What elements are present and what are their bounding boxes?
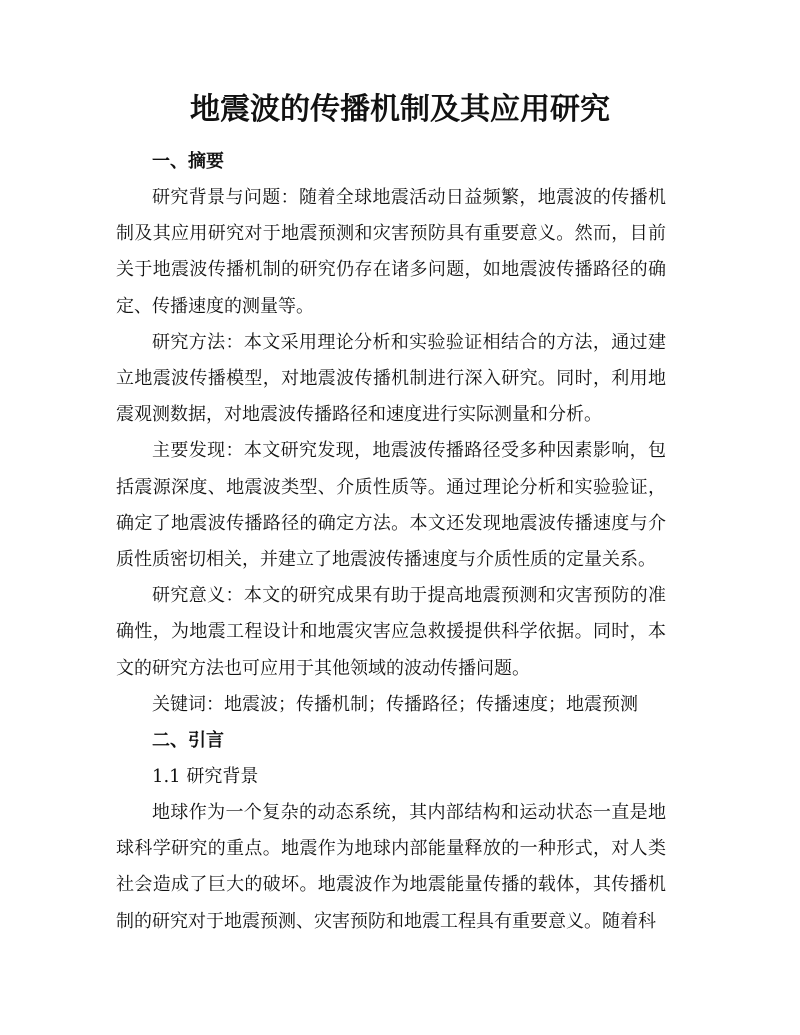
intro-paragraph: 地球作为一个复杂的动态系统，其内部结构和运动状态一直是地球科学研究的重点。地震作为地球内部能量释放的一种形式，对人类社会造成了巨大的破坏。地震波作为地震能量传播的载体，其传播机制的研究对于地震预测、灾害预防和地震工程具有重要意义。随着科 <box>116 802 666 932</box>
document-body <box>116 144 666 940</box>
document-title: 地震波的传播机制及其应用研究 <box>190 92 610 127</box>
abstract-paragraph-significance: 研究意义：本文的研究成果有助于提高地震预测和灾害预防的准确性，为地震工程设计和地震灾害应急救援提供科学依据。同时，本文的研究方法也可应用于其他领域的波动传播问题。 <box>116 585 666 679</box>
section-heading-intro: 二、引言 <box>152 730 224 752</box>
subsection-heading-background: 1.1 研究背景 <box>152 766 259 788</box>
abstract-paragraph-findings: 主要发现：本文研究发现，地震波传播路径受多种因素影响，包括震源深度、地震波类型、介质性质等。通过理论分析和实验验证，确定了地震波传播路径的确定方法。本文还发现地震波传播速度与介质性质密切相关，并建立了地震波传播速度与介质性质的定量关系。 <box>116 440 666 571</box>
abstract-paragraph-method: 研究方法：本文采用理论分析和实验验证相结合的方法，通过建立地震波传播模型，对地震波传播机制进行深入研究。同时，利用地震观测数据，对地震波传播路径和速度进行实际测量和分析。 <box>116 331 666 426</box>
section-heading-abstract: 一、摘要 <box>152 151 224 172</box>
abstract-paragraph-background: 研究背景与问题：随着全球地震活动日益频繁，地震波的传播机制及其应用研究对于地震预测和灾害预防具有重要意义。然而，目前关于地震波传播机制的研究仍存在诸多问题，如地震波传播路径的确定、传播速度的测量等。 <box>116 187 666 317</box>
abstract-keywords: 关键词：地震波；传播机制；传播路径；传播速度；地震预测 <box>152 693 638 715</box>
